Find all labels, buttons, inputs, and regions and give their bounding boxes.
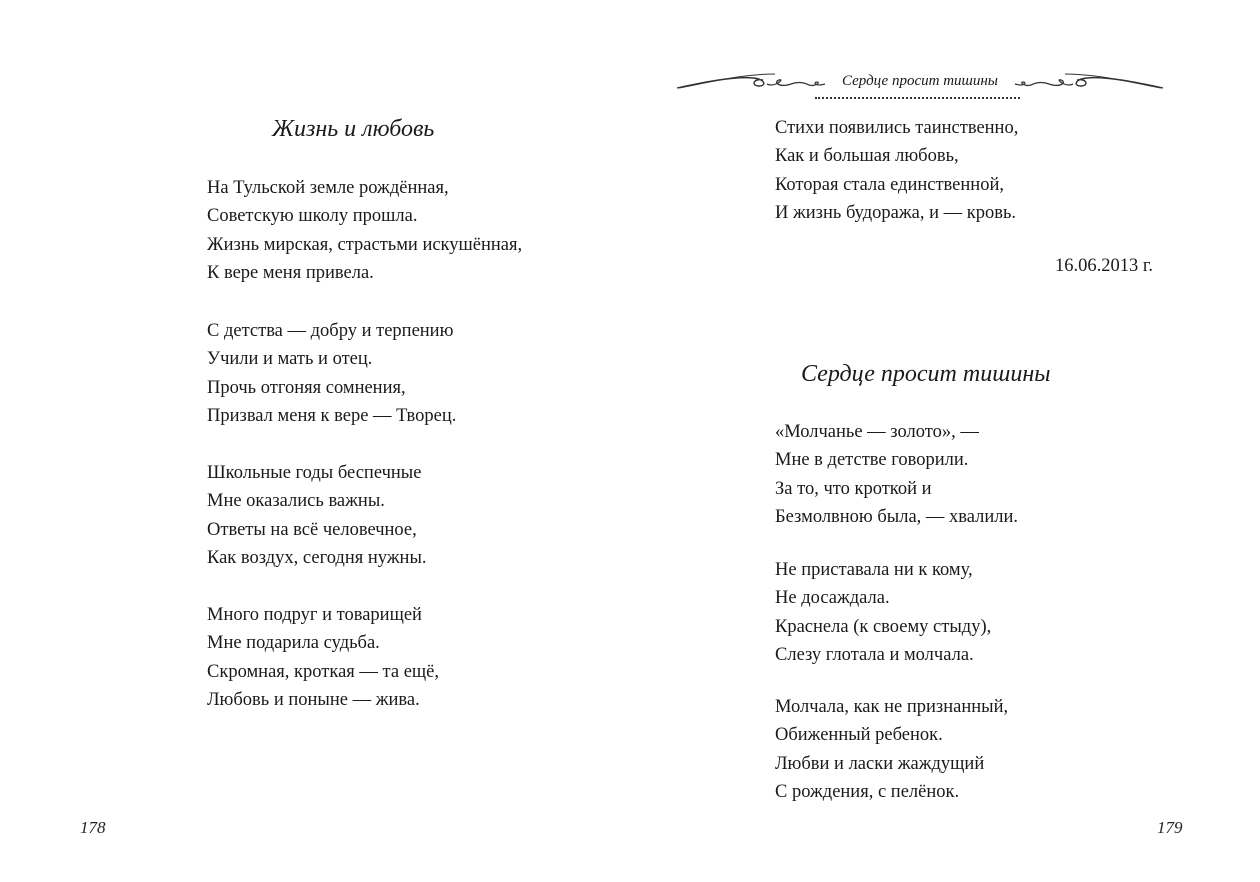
poem-line: Призвал меня к вере — Творец. bbox=[207, 405, 457, 426]
poem-line: Жизнь мирская, страстьми искушённая, bbox=[207, 234, 523, 255]
poem-line: Скромная, кроткая — та ещё, bbox=[207, 661, 439, 682]
poem-line: Краснела (к своему стыду), bbox=[775, 616, 992, 637]
poem-line: Мне в детстве говорили. bbox=[775, 450, 969, 471]
page-number: 178 bbox=[80, 818, 106, 837]
poem-line: Слезу глотала и молчала. bbox=[775, 644, 974, 665]
stanza-1 bbox=[207, 174, 522, 287]
stanza-2 bbox=[775, 556, 991, 669]
running-header bbox=[675, 66, 1160, 106]
dotted-rule bbox=[815, 97, 1020, 99]
flourish-ornament-left-icon bbox=[675, 68, 835, 94]
poem-line: Мне подарила судьба. bbox=[207, 633, 380, 654]
poem-line: И жизнь будоража, и — кровь. bbox=[775, 202, 1017, 223]
poem-line: За то, что кроткой и bbox=[775, 478, 932, 499]
poem-line: Не досаждала. bbox=[775, 588, 890, 609]
flourish-ornament-right-icon bbox=[1005, 68, 1165, 94]
poem-line: На Тульской земле рождённая, bbox=[207, 178, 449, 198]
poem-line: Которая стала единственной, bbox=[775, 174, 1004, 195]
poem-line: Как и большая любовь, bbox=[775, 146, 959, 167]
poem-line: Мне оказались важны. bbox=[207, 491, 385, 512]
stanza-2 bbox=[207, 317, 456, 430]
poem-line: Любовь и поныне — жива. bbox=[207, 689, 420, 710]
poem-line: Стихи появились таинственно, bbox=[775, 118, 1019, 138]
poem-line: Молчала, как не признанный, bbox=[775, 697, 1009, 717]
poem-line: Прочь отгоняя сомнения, bbox=[207, 377, 406, 398]
stanza-3 bbox=[207, 459, 427, 572]
poem-line: С рождения, с пелёнок. bbox=[775, 781, 960, 802]
continued-stanza bbox=[775, 114, 1018, 227]
stanza-4 bbox=[207, 601, 439, 714]
poem-line: Любви и ласки жаждущий bbox=[775, 753, 985, 774]
poem-line: С детства — добру и терпению bbox=[207, 321, 454, 341]
stanza-1 bbox=[775, 418, 1018, 531]
poem-line: «Молчанье — золото», — bbox=[775, 422, 979, 442]
stanza-3 bbox=[775, 693, 1008, 806]
right-page bbox=[630, 0, 1260, 882]
page-number: 179 bbox=[1157, 818, 1183, 837]
poem-line: Безмолвною была, — хвалили. bbox=[775, 506, 1019, 527]
poem-date: 16.06.2013 г. bbox=[1054, 256, 1153, 276]
poem-line: Советскую школу прошла. bbox=[207, 206, 418, 227]
poem-line: Учили и мать и отец. bbox=[207, 349, 373, 370]
running-header-title: Сердце просит тишины bbox=[842, 73, 998, 89]
poem-title: Сердце просит тишины bbox=[801, 361, 1051, 387]
poem-line: Как воздух, сегодня нужны. bbox=[207, 547, 427, 568]
poem-line: Ответы на всё человечное, bbox=[207, 519, 417, 540]
poem-line: Обиженный ребенок. bbox=[775, 725, 943, 746]
poem-line: Не приставала ни к кому, bbox=[775, 560, 973, 580]
poem-line: К вере меня привела. bbox=[207, 262, 374, 283]
poem-title: Жизнь и любовь bbox=[272, 116, 435, 142]
poem-line: Школьные годы беспечные bbox=[207, 463, 422, 483]
poem-line: Много подруг и товарищей bbox=[207, 605, 422, 625]
